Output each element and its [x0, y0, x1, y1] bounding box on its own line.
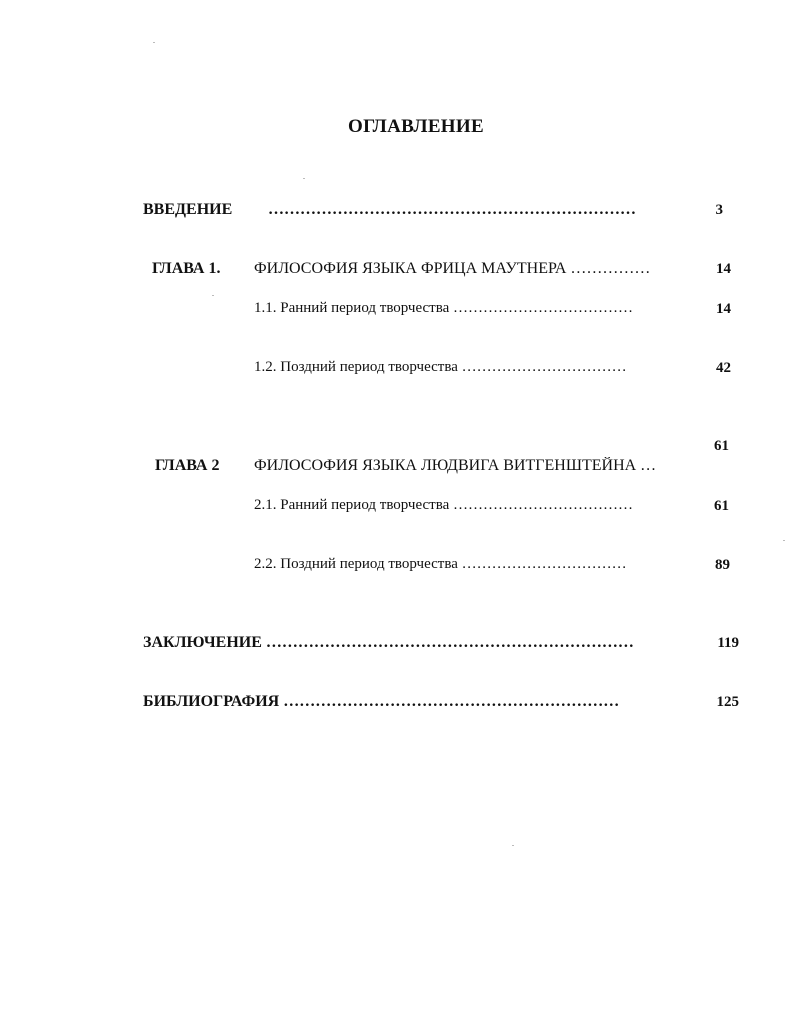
- toc-intro-leader: ……………………………………………………………: [268, 201, 636, 218]
- toc-chapter2-page: 61: [714, 438, 729, 454]
- toc-bibliography-label: БИБЛИОГРАФИЯ ………………………………………………………: [143, 693, 620, 710]
- toc-section-2-1-title: 2.1. Ранний период творчества ………………………………: [254, 497, 634, 513]
- toc-section-1-1-page: 14: [716, 301, 731, 317]
- toc-chapter1-title: ФИЛОСОФИЯ ЯЗЫКА ФРИЦА МАУТНЕРА ……………: [254, 260, 651, 277]
- toc-conclusion-label: ЗАКЛЮЧЕНИЕ ……………………………………………………………: [143, 634, 634, 651]
- toc-chapter2-title: ФИЛОСОФИЯ ЯЗЫКА ЛЮДВИГА ВИТГЕНШТЕЙНА …: [254, 457, 657, 474]
- scan-speck: [212, 295, 214, 296]
- toc-section-1-2-page: 42: [716, 360, 731, 376]
- page-title: ОГЛАВЛЕНИЕ: [348, 116, 484, 137]
- toc-section-2-2-title: 2.2. Поздний период творчества ……………………………: [254, 556, 627, 572]
- toc-conclusion-page: 119: [717, 635, 739, 651]
- scan-speck: [512, 845, 514, 846]
- scan-speck: [153, 42, 155, 43]
- toc-section-2-1-page: 61: [714, 498, 729, 514]
- toc-section-1-2-title: 1.2. Поздний период творчества ……………………………: [254, 359, 627, 375]
- toc-section-2-2-page: 89: [715, 557, 730, 573]
- toc-intro-label: ВВЕДЕНИЕ: [143, 201, 233, 218]
- toc-chapter2-number: ГЛАВА 2: [155, 457, 220, 474]
- toc-intro-page: 3: [715, 202, 723, 218]
- scan-speck: [783, 540, 785, 541]
- scan-speck: [303, 178, 305, 179]
- toc-section-1-1-title: 1.1. Ранний период творчества ………………………………: [254, 300, 634, 316]
- toc-chapter1-page: 14: [716, 261, 731, 277]
- toc-bibliography-page: 125: [716, 694, 739, 710]
- toc-chapter1-number: ГЛАВА 1.: [152, 260, 221, 277]
